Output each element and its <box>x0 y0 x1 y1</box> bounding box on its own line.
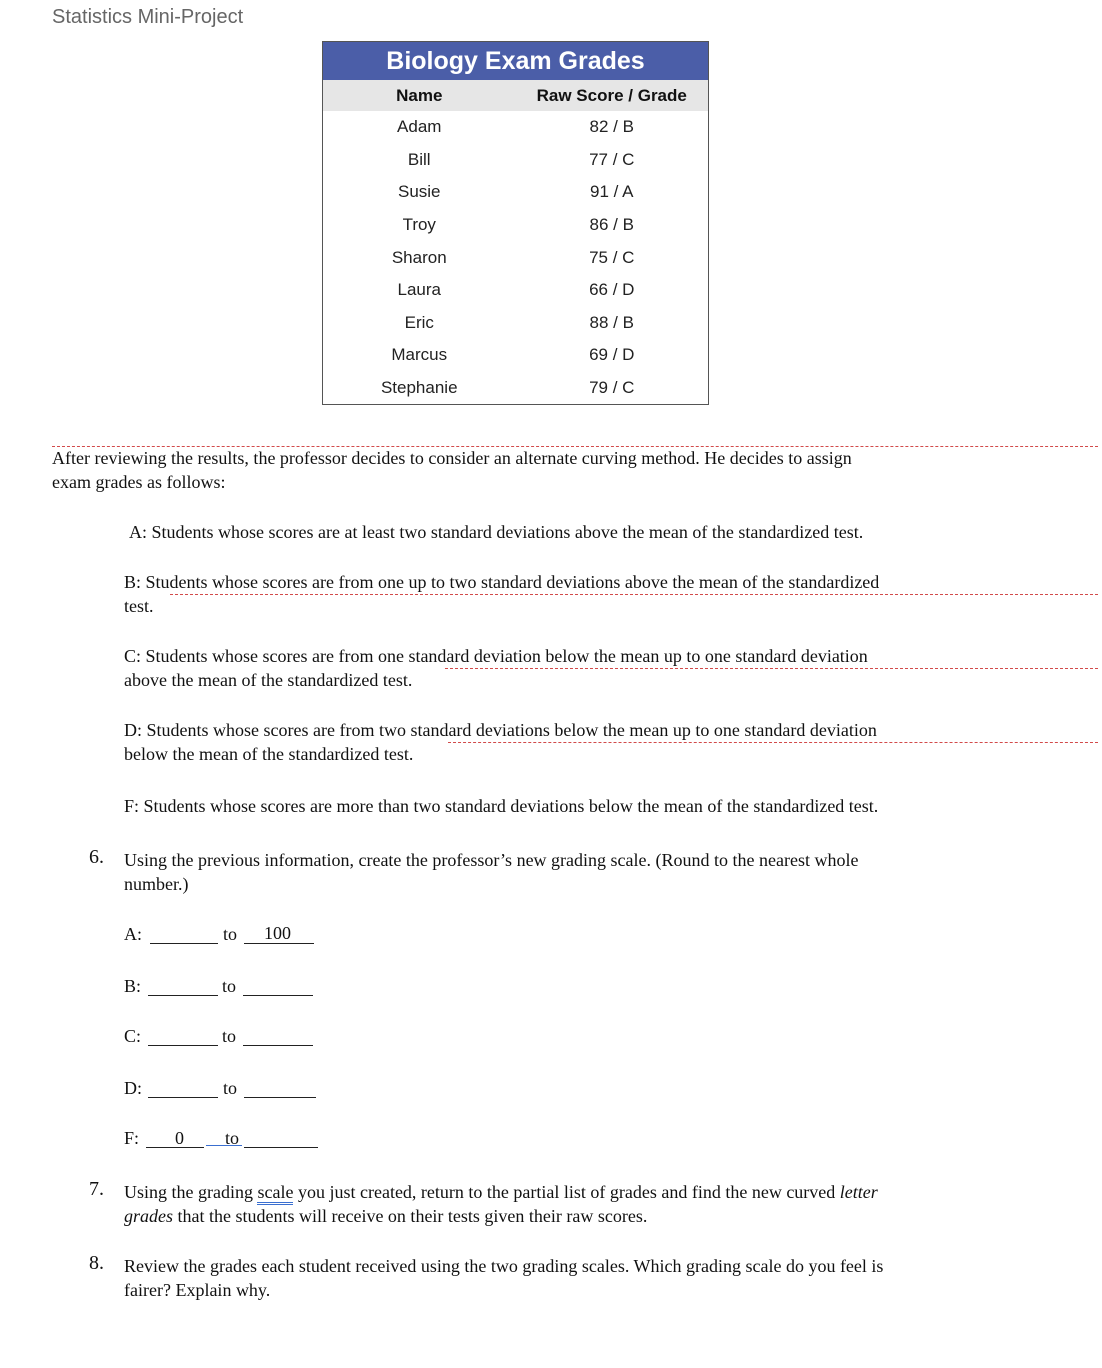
student-name: Eric <box>404 312 434 332</box>
criterion-b-line-1: B: Students whose scores are from one up to two standard deviations above the mean of the standardized <box>124 572 880 592</box>
scale-a-lower-blank[interactable] <box>150 943 218 944</box>
student-score: 77 / C <box>589 149 635 169</box>
scale-a-upper-value: 100 <box>264 923 291 943</box>
question-7-text <box>124 1180 878 1228</box>
student-name: Adam <box>397 117 442 137</box>
student-score: 66 / D <box>589 280 635 300</box>
scale-c-to: to <box>222 1026 237 1046</box>
question-7-mid: you just created, return to the partial list of grades and find the new curved <box>293 1182 840 1202</box>
student-score: 69 / D <box>589 345 635 365</box>
question-7-line-2 <box>124 1204 878 1228</box>
student-score: 86 / B <box>589 215 634 235</box>
table-row <box>323 339 708 372</box>
scale-c-lower-blank[interactable] <box>148 1045 218 1046</box>
scale-b-upper-blank[interactable] <box>243 995 313 996</box>
scale-a-upper-blank[interactable] <box>244 943 314 944</box>
question-7-emphasis-grades: grades <box>124 1206 173 1226</box>
criterion-c-line-2: above the mean of the standardized test. <box>124 670 413 690</box>
column-header-score: Raw Score / Grade <box>536 85 687 105</box>
student-score: 88 / B <box>589 312 634 332</box>
question-7-number: 7. <box>89 1178 104 1200</box>
table-title: Biology Exam Grades <box>323 42 708 80</box>
scale-d-label: D: <box>124 1078 142 1098</box>
scale-d-upper-blank[interactable] <box>244 1097 316 1098</box>
student-name: Susie <box>397 182 441 202</box>
criterion-b <box>124 570 879 618</box>
student-score: 91 / A <box>590 182 634 202</box>
criterion-c-line-1: C: Students whose scores are from one standard deviation below the mean up to one standard deviation <box>124 646 868 666</box>
intro-paragraph <box>52 446 852 494</box>
criterion-d-line-2: below the mean of the standardized test. <box>124 744 414 764</box>
table-row <box>323 111 708 144</box>
student-name: Bill <box>407 149 431 169</box>
scale-b-lower-blank[interactable] <box>148 995 218 996</box>
question-8-text <box>124 1254 883 1302</box>
criterion-d <box>124 718 877 766</box>
scale-c-label: C: <box>124 1026 142 1046</box>
student-name: Sharon <box>391 247 447 267</box>
student-score: 82 / B <box>589 117 634 137</box>
criterion-b-line-2: test. <box>124 596 154 616</box>
scale-f-lower-blank[interactable] <box>146 1147 204 1148</box>
question-8-line-1: Review the grades each student received using the two grading scales. Which grading scale do you feel is <box>124 1256 884 1276</box>
table-row <box>323 274 708 307</box>
table-row <box>323 176 708 209</box>
question-8-line-2: fairer? Explain why. <box>124 1280 271 1300</box>
student-name: Stephanie <box>380 378 458 398</box>
scale-d-lower-blank[interactable] <box>148 1097 218 1098</box>
table-row <box>323 209 708 242</box>
question-6-line-1: Using the previous information, create the professor’s new grading scale. (Round to the nearest whole <box>124 850 859 870</box>
page-header: Statistics Mini-Project <box>52 6 244 28</box>
scale-b-to: to <box>222 976 237 996</box>
question-7-post: that the students will receive on their tests given their raw scores. <box>173 1206 648 1226</box>
question-6-line-2: number.) <box>124 874 189 894</box>
biology-grades-table <box>322 41 709 405</box>
student-name: Marcus <box>391 345 448 365</box>
criterion-d-line-1: D: Students whose scores are from two standard deviations below the mean up to one standard deviation <box>124 720 877 740</box>
table-row <box>323 241 708 274</box>
scale-f-label: F: <box>124 1128 140 1148</box>
criterion-c <box>124 644 868 692</box>
intro-line-1: After reviewing the results, the professor decides to consider an alternate curving method. He decides to assign <box>52 448 852 468</box>
table-header-row <box>323 80 708 111</box>
question-8-number: 8. <box>89 1252 104 1274</box>
scale-f-lower-value: 0 <box>175 1128 184 1148</box>
scale-f-upper-blank[interactable] <box>244 1147 318 1148</box>
question-7-emphasis-letter: letter <box>839 1182 878 1202</box>
question-7-line-1 <box>124 1180 878 1204</box>
student-name: Laura <box>397 280 441 300</box>
student-score: 75 / C <box>589 247 635 267</box>
scale-b-label: B: <box>124 976 142 996</box>
question-6-text <box>124 848 858 896</box>
intro-line-2: exam grades as follows: <box>52 472 226 492</box>
scale-d-to: to <box>223 1078 238 1098</box>
criterion-a: A: Students whose scores are at least two standard deviations above the mean of the standardized test. <box>129 522 864 542</box>
question-6-number: 6. <box>89 846 104 868</box>
scale-c-upper-blank[interactable] <box>243 1045 313 1046</box>
grammar-flagged-word: scale <box>257 1182 293 1205</box>
question-7-pre: Using the grading <box>124 1182 258 1202</box>
student-score: 79 / C <box>589 378 635 398</box>
criterion-f: F: Students whose scores are more than two standard deviations below the mean of the standardized test. <box>124 796 879 816</box>
student-name: Troy <box>402 215 436 235</box>
scale-a-label: A: <box>124 924 142 944</box>
table-row <box>323 372 708 405</box>
spelling-mark-underline <box>206 1145 242 1146</box>
table-row <box>323 307 708 340</box>
scale-f-to: to <box>225 1128 240 1148</box>
scale-a-to: to <box>223 924 238 944</box>
table-row <box>323 144 708 177</box>
column-header-name: Name <box>396 85 443 105</box>
